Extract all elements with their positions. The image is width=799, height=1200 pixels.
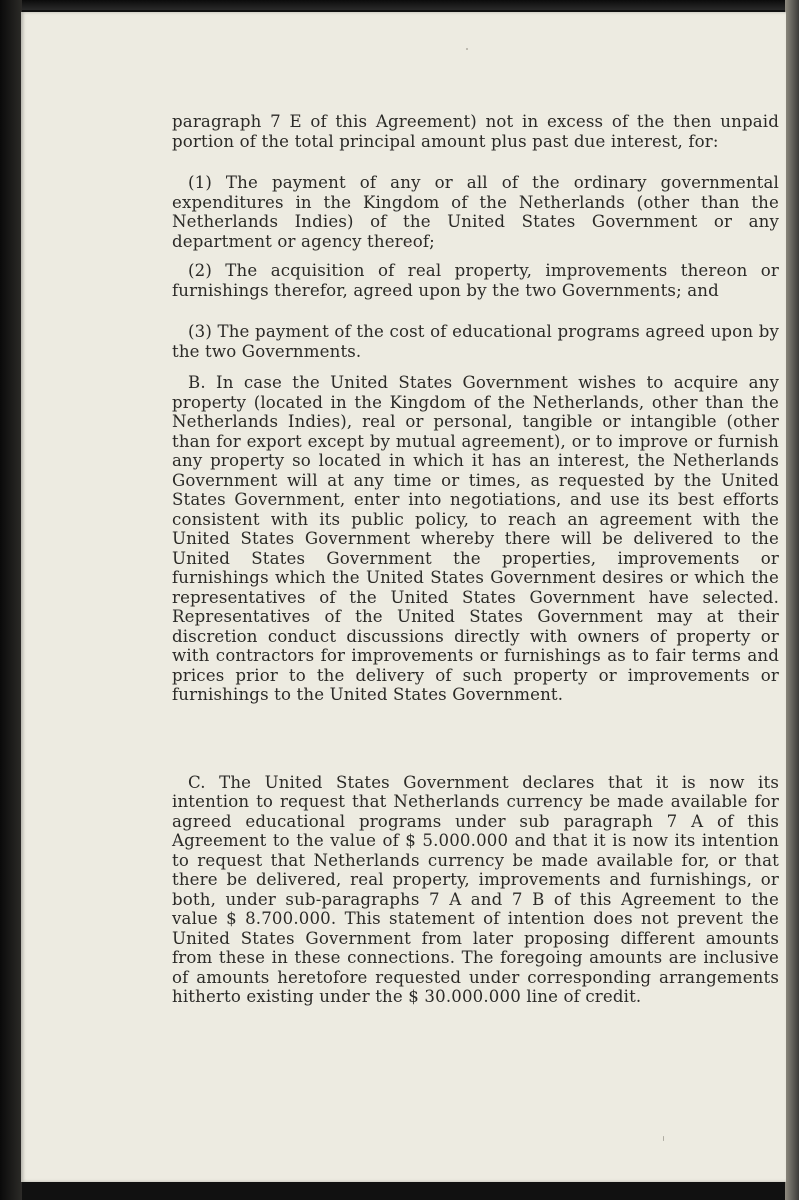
paragraph-section-c: C. The United States Government declares that it is now its intention to request that Netherlands currency be made available for agreed educational programs under sub paragraph 7 A of this Agreement to the value of $ 5.000.000 and that it is now its intention to request that Netherlands currency be made available for, or that there be delivered, real property, improvements and furnishings, or both, under sub-paragraphs 7 A and 7 B of this Agreement to the value $ 8.700.000. This statement of intention does not prevent the United States Government from later proposing different amounts from these in these connections. The foregoing amounts are inclusive of amounts heretofore requested under corresponding arrangements hitherto existing under the $ 30.000.000 line of credit.	[172, 772, 779, 1006]
body-text	[172, 112, 779, 1007]
paragraph-intro: paragraph 7 E of this Agreement) not in excess of the then unpaid portion of the total principal amount plus past due interest, for:	[172, 112, 779, 151]
paragraph-item-1: (1) The payment of any or all of the ordinary governmental expenditures in the Kingdom of the Netherlands (other than the Netherlands Indies) of the United States Government or any department or agency thereof;	[172, 173, 779, 251]
paragraph-section-b: B. In case the United States Government wishes to acquire any property (located in the Kingdom of the Netherlands, other than the Netherlands Indies), real or personal, tangible or intangible (other than for export except by mutual agreement), or to improve or furnish any property so located in which it has an interest, the Netherlands Government will at any time or times, as requested by the United States Government, enter into negotiations, and use its best efforts consistent with its public policy, to reach an agreement with the United States Government whereby there will be delivered to the United States Government the properties, improvements or furnishings which the United States Government desires or which the representatives of the United States Government have selected. Representatives of the United States Government may at their discretion conduct discussions directly with owners of property or with contractors for improvements or furnishings as to fair terms and prices prior to the delivery of such property or improvements or furnishings to the United States Government.	[172, 373, 779, 704]
paragraph-item-2: (2) The acquisition of real property, improvements thereon or furnishings therefor, agreed upon by the two Governments; and	[172, 261, 779, 300]
paper-speck	[663, 1136, 664, 1141]
scan-top-edge	[0, 0, 799, 10]
scan-right-edge	[785, 0, 799, 1200]
scan-left-edge	[0, 0, 22, 1200]
document-page	[21, 12, 786, 1182]
paper-speck	[466, 48, 468, 50]
paragraph-item-3: (3) The payment of the cost of educational programs agreed upon by the two Governments.	[172, 322, 779, 361]
